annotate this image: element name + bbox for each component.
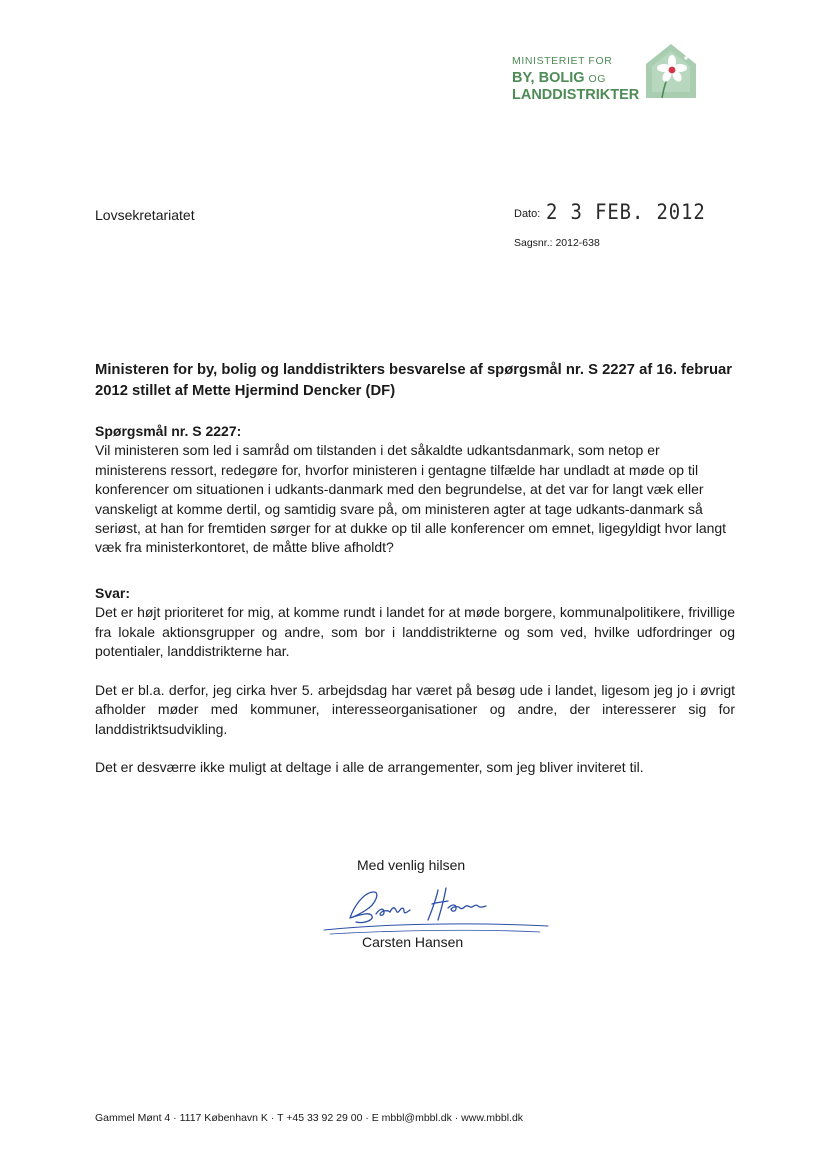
- answer-heading: Svar:: [95, 585, 131, 601]
- logo-line-1: MINISTERIET FOR: [512, 55, 613, 67]
- house-flower-icon: [642, 42, 700, 100]
- answer-paragraph-2-block: [95, 681, 735, 739]
- date-row: [514, 200, 724, 224]
- answer-paragraph-3-block: [95, 758, 735, 777]
- question-text: Vil ministeren som led i samråd om tilstanden i det såkaldte udkantsdanmark, som netop er ministerens ressort, redegøre for, hvorfor ministeren i gentagne tilfælde har undladt at møde op til konferencer om situationen i udkants-danmark med den begrundelse, at det var for langt væk eller vanskeligt at komme dertil, og samtidig svare på, om ministeren agter at tage udkants-danmark så seriøst, at han for fremtiden sørger for at dukke op til alle konferencer om emnet, ligegyldigt hvor langt væk fra ministerkontoret, de måtte blive afholdt?: [95, 442, 727, 556]
- date-stamp: 2 3 FEB. 2012: [546, 200, 706, 224]
- logo-line-2-og: OG: [588, 72, 606, 85]
- sender-department: Lovsekretariatet: [95, 207, 195, 223]
- footer-contact: Gammel Mønt 4 · 1117 København K · T +45 33 92 29 00 · E mbbl@mbbl.dk · www.mbbl.dk: [95, 1112, 524, 1124]
- question-section: [95, 422, 735, 558]
- logo-line-2-main: BY, BOLIG: [512, 69, 585, 86]
- ministry-logo: [512, 42, 702, 104]
- case-number-label: Sagsnr.:: [514, 237, 553, 249]
- answer-paragraph-1: Det er højt prioriteret for mig, at komme rundt i landet for at møde borgere, kommunalpolitikere, frivillige fra lokale aktionsgrupper og andre, som bor i landdistrikterne og som ved, hvilke udfordringer og potentialer, landdistrikterne har.: [95, 604, 735, 660]
- logo-line-3: LANDDISTRIKTER: [512, 87, 640, 103]
- question-heading: Spørgsmål nr. S 2227:: [95, 423, 242, 439]
- answer-paragraph-3: Det er desværre ikke muligt at deltage i alle de arrangementer, som jeg bliver inviteret til.: [95, 759, 644, 775]
- case-number-value: 2012-638: [555, 237, 600, 249]
- answer-section: [95, 584, 735, 662]
- date-label: Dato:: [514, 208, 541, 220]
- letter-title: Ministeren for by, bolig og landdistrikters besvarelse af spørgsmål nr. S 2227 af 16. februar 2012 stillet af Mette Hjermind Dencker (DF): [95, 362, 733, 399]
- case-number-row: [514, 237, 600, 249]
- answer-paragraph-2: Det er bl.a. derfor, jeg cirka hver 5. arbejdsdag har været på besøg ude i landet, ligesom jeg jo i øvrigt afholder møder med kommuner, interesseorganisationer og andre, der interesserer sig for landdistriktsudvikling.: [95, 682, 735, 737]
- closing-greeting: Med venlig hilsen: [357, 857, 466, 873]
- logo-line-2: [512, 71, 642, 86]
- logo-wordmark: [512, 56, 642, 103]
- signer-name: Carsten Hansen: [362, 934, 464, 950]
- handwritten-signature: [320, 880, 550, 938]
